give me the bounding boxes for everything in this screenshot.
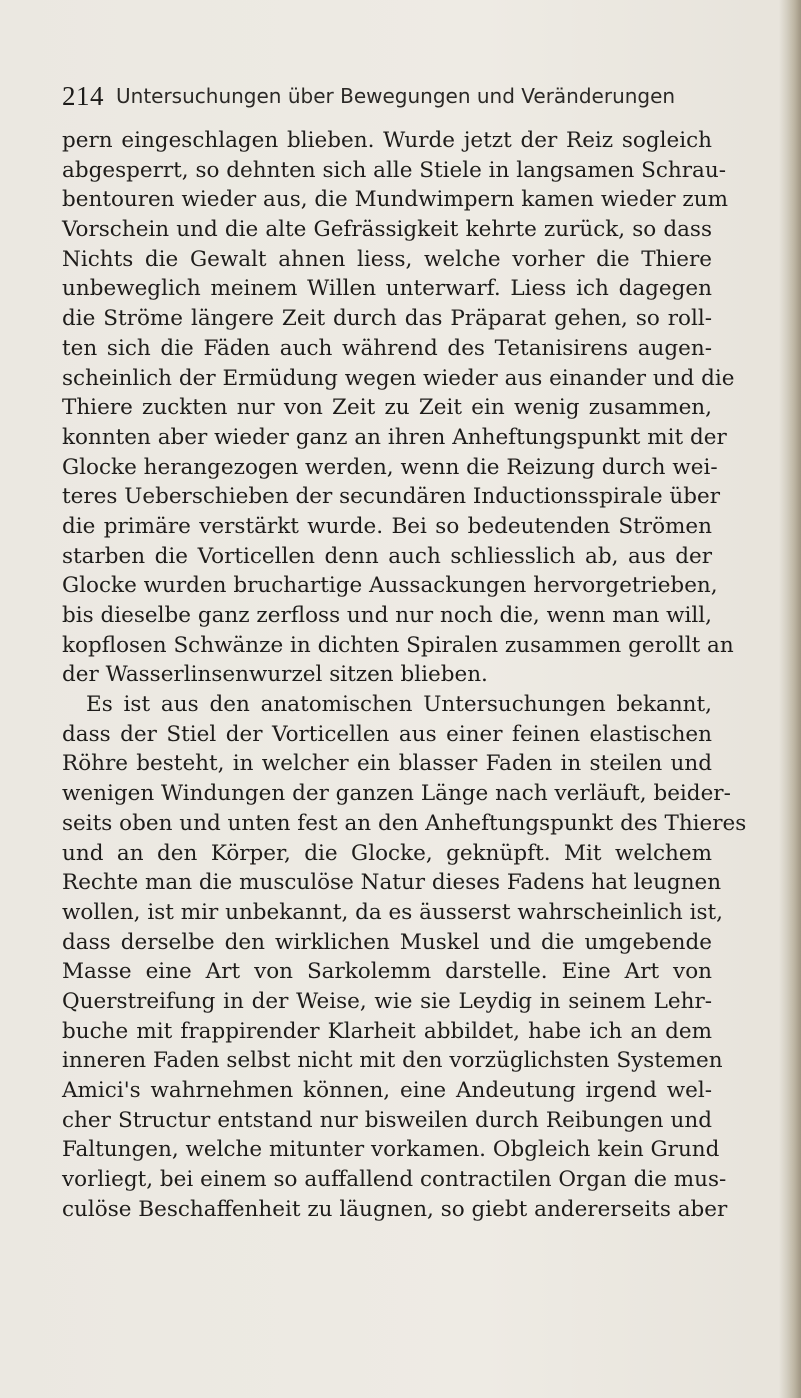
text-line: dass der Stiel der Vorticellen aus einer feinen elastischen (62, 721, 712, 747)
page-edge (779, 0, 801, 1398)
paragraph-end-line: der Wasserlinsenwurzel sitzen blieben. (62, 662, 488, 688)
text-line: bentouren wieder aus, die Mundwimpern kamen wieder zum (62, 187, 728, 213)
text-line: Glocke wurden bruchartige Aussackungen hervorgetrieben, (62, 573, 718, 599)
running-title: Untersuchungen über Bewegungen und Veränderungen (116, 84, 676, 108)
text-line: cher Structur entstand nur bisweilen durch Reibungen und (62, 1107, 712, 1133)
text-line: Vorschein und die alte Gefrässigkeit kehrte zurück, so dass (62, 217, 712, 243)
text-line: Rechte man die musculöse Natur dieses Fadens hat leugnen (62, 870, 722, 896)
text-line: wenigen Windungen der ganzen Länge nach verläuft, beider- (62, 781, 731, 807)
text-line: culöse Beschaffenheit zu läugnen, so giebt andererseits aber (62, 1196, 728, 1222)
text-line: buche mit frappirender Klarheit abbildet, habe ich an dem (62, 1018, 712, 1044)
text-line: seits oben und unten fest an den Anheftungspunkt des Thieres (62, 810, 747, 836)
text-line: Faltungen, welche mitunter vorkamen. Obgleich kein Grund (62, 1137, 720, 1163)
text-line: Amici's wahrnehmen können, eine Andeutung irgend wel- (62, 1078, 712, 1103)
page-header (62, 78, 702, 114)
text-line: Röhre besteht, in welcher ein blasser Faden in steilen und (62, 751, 712, 777)
text-line: die Ströme längere Zeit durch das Präparat gehen, so roll- (62, 306, 712, 332)
paragraph-start-line: Es ist aus den anatomischen Untersuchungen bekannt, (86, 692, 712, 718)
text-line: vorliegt, bei einem so auffallend contractilen Organ die mus- (62, 1167, 727, 1193)
text-line: dass derselbe den wirklichen Muskel und die umgebende (62, 929, 712, 955)
text-line: teres Ueberschieben der secundären Inductionsspirale über (62, 484, 721, 510)
text-line: Masse eine Art von Sarkolemm darstelle. Eine Art von (62, 959, 712, 985)
text-line: inneren Faden selbst nicht mit den vorzüglichsten Systemen (62, 1048, 723, 1074)
text-line: scheinlich der Ermüdung wegen wieder aus einander und die (62, 365, 735, 391)
text-line: und an den Körper, die Glocke, geknüpft. Mit welchem (62, 840, 712, 866)
text-line: unbeweglich meinem Willen unterwarf. Liess ich dagegen (62, 276, 712, 302)
text-line: kopflosen Schwänze in dichten Spiralen zusammen gerollt an (62, 632, 734, 658)
text-line: Querstreifung in der Weise, wie sie Leydig in seinem Lehr- (62, 988, 712, 1014)
text-line: starben die Vorticellen denn auch schliesslich ab, aus der (62, 543, 712, 569)
text-line: Glocke herangezogen werden, wenn die Reizung durch wei- (62, 454, 718, 480)
text-line: abgesperrt, so dehnten sich alle Stiele in langsamen Schrau- (62, 157, 726, 183)
text-line: pern eingeschlagen blieben. Wurde jetzt der Reiz sogleich (62, 128, 712, 153)
text-line: wollen, ist mir unbekannt, da es äusserst wahrscheinlich ist, (62, 899, 723, 925)
text-line: Nichts die Gewalt ahnen liess, welche vorher die Thiere (62, 246, 712, 272)
page-number: 214 (62, 81, 104, 111)
text-line: die primäre verstärkt wurde. Bei so bedeutenden Strömen (62, 513, 712, 539)
text-line: Thiere zuckten nur von Zeit zu Zeit ein wenig zusammen, (62, 395, 712, 421)
text-line: bis dieselbe ganz zerfloss und nur noch die, wenn man will, (62, 603, 712, 628)
body-text (62, 126, 747, 1224)
text-line: ten sich die Fäden auch während des Tetanisirens augen- (62, 335, 712, 361)
text-line: konnten aber wieder ganz an ihren Anheftungspunkt mit der (62, 424, 727, 450)
